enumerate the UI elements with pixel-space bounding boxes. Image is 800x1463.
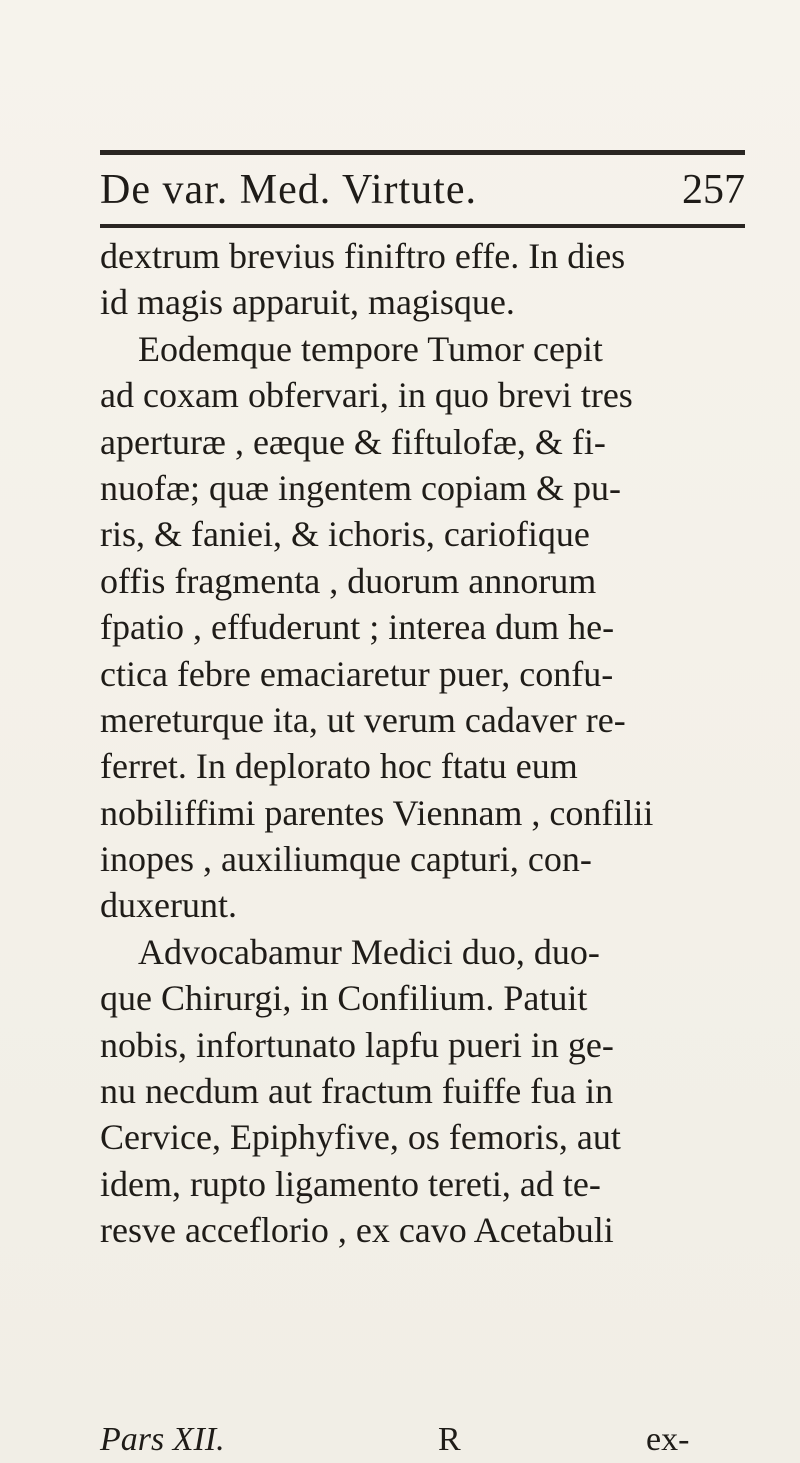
text-line: fpatio , effuderunt ; interea dum he- [100,607,615,648]
text-line: aperturæ , eæque & fiftulofæ, & fi- [100,421,606,462]
body-text [100,233,760,1254]
signature-mark: R [438,1421,461,1458]
text-line: ferret. In deplorato hoc ftatu eum [100,746,578,787]
text-line: inopes , auxiliumque capturi, con- [100,839,592,880]
head-rule [100,224,745,228]
text-line: nuofæ; quæ ingentem copiam & pu- [100,467,621,508]
text-line: Cervice, Epiphyfive, os femoris, aut [100,1117,621,1158]
page-number: 257 [682,167,745,213]
page-footer [100,1420,745,1460]
text-line: resve acceflorio , ex cavo Acetabuli [100,1210,614,1251]
text-line: dextrum brevius finiftro effe. In dies [100,236,626,276]
running-head [100,164,745,224]
text-line: Eodemque tempore Tumor cepit [138,328,603,369]
text-line: ad coxam obfervari, in quo brevi tres [100,375,633,416]
text-line: offis fragmenta , duorum annorum [100,560,597,601]
text-line: Advocabamur Medici duo, duo- [138,931,600,972]
text-line: mereturque ita, ut verum cadaver re- [100,699,626,740]
text-line: que Chirurgi, in Confilium. Patuit [100,978,588,1019]
text-line: nobiliffimi parentes Viennam , confilii [100,792,654,833]
running-head-title: De var. Med. Virtute. [100,167,477,213]
text-line: idem, rupto ligamento tereti, ad te- [100,1163,601,1204]
text-line: nobis, infortunato lapfu pueri in ge- [100,1024,614,1065]
text-line: duxerunt. [100,885,237,926]
text-line: id magis apparuit, magisque. [100,282,515,323]
signature-part: Pars XII. [100,1421,225,1458]
text-line: ris, & faniei, & ichoris, cariofique [100,514,590,555]
text-line: ctica febre emaciaretur puer, confu- [100,653,614,694]
catchword: ex- [646,1421,690,1458]
text-line: nu necdum aut fractum fuiffe fua in [100,1071,614,1112]
top-rule [100,150,745,155]
